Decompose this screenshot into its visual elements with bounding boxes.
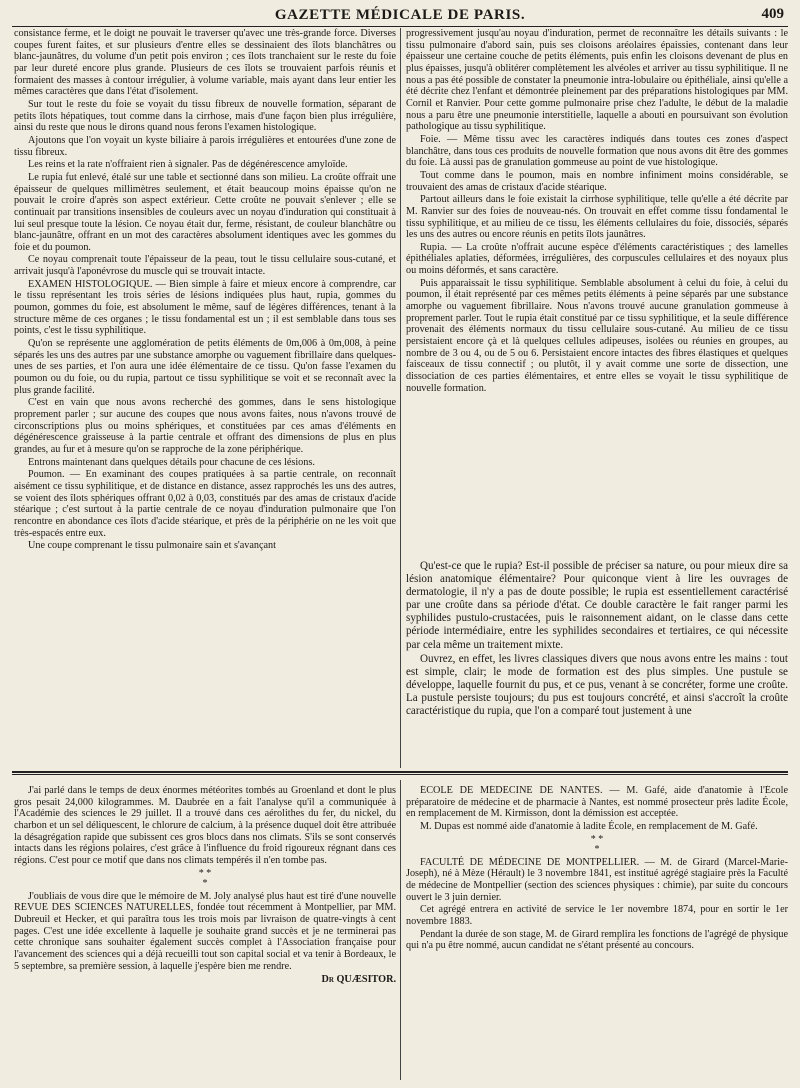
- paragraph: Partout ailleurs dans le foie existait la cirrhose syphilitique, telle qu'elle a été décrite par M. Ranvier sur des foies de nouveau-nés. On trouvait en effet comme tissu fondamental le tissu syphilitique, et au milieu de ce tissu, les éléments cellulaires du foie, dissociés, séparés les uns des autres ou encore réunis en petits îlots jaunâtres.: [406, 194, 788, 241]
- question-block: [406, 560, 788, 770]
- page-number: 409: [761, 6, 784, 22]
- news-column: [406, 785, 788, 1080]
- paragraph: Ouvrez, en effet, les livres classiques divers que nous avons entre les mains : tout est simple, clair; le mode de formation est des plus simples. Une pustule se développe, laquelle fournit du pus, et ce pus, venant à se concréter, forme une croûte. La pustule persiste toujours; du pus est toujours concrété, et ainsi s'accroît la croûte caractéristique du rupia, que l'on a comparé tout justement à une: [406, 652, 788, 718]
- column-divider: [400, 28, 401, 768]
- paragraph: EXAMEN HISTOLOGIQUE. — Bien simple à faire et mieux encore à comprendre, car le tissu représentant les trois séries de lésions indiquées plus haut, rupia, gommes du poumon, gommes du foie, est absolument le même, sauf de légères différences, tenant à la structure même de ces organes ; le tissu fondamental est un ; il est semblable dans tous ses points, c'est le tissu syphilitique.: [14, 278, 396, 337]
- paragraph: FACULTÉ DE MÉDECINE DE MONTPELLIER. — M. de Girard (Marcel-Marie-Joseph), né à Mèze (Hérault) le 3 novembre 1841, est institué agrégé stagiaire près la Faculté de médecine de Montpellier (section des sciences physiques : chimie), par suite du concours ouvert le 3 juin dernier.: [406, 856, 788, 903]
- paragraph: Le rupia fut enlevé, étalé sur une table et sectionné dans son milieu. La croûte offrait une épaisseur de quelques millimètres seulement, et était beaucoup moins épaisse qu'on ne pouvait le croire d'après son aspect extérieur. Cette croûte ne pouvait s'enlever ; elle se continuait par transitions insensibles de couleurs avec un noyau d'induration qui constituait à lui seul presque toute la lésion. Ce noyau était dur, ferme, résistant, de couleur blanchâtre ou blanc-jaunâtre, offrant en un mot des caractères absolument identiques avec les gommes du foie et du poumon.: [14, 171, 396, 253]
- paragraph: Tout comme dans le poumon, mais en nombre infiniment moins considérable, se trouvaient des amas de cristaux d'acide stéarique.: [406, 169, 788, 193]
- asterism: * * *: [590, 833, 604, 855]
- asterism: * * *: [198, 867, 212, 889]
- paragraph: Les reins et la rate n'offraient rien à signaler. Pas de dégénérescence amyloïde.: [28, 159, 348, 171]
- chronicle-column: [14, 785, 396, 1080]
- paragraph: J'oubliais de vous dire que le mémoire de M. Joly analysé plus haut est tiré d'une nouvelle REVUE DES SCIENCES NATURELLES, fondée tout récemment à Montpellier, par MM. Dubreuil et Hecker, et qui paraîtra tous les trois mois par livraison de quatre-vingts à cent pages. C'est une idée excellente à laquelle je souhaite grand succès et je ne terminerai pas cette chronique sans souhaiter également succès complet à l'Association française pour l'avancement des sciences qui a déjà recueilli tout son capital social et va tenir à Bordeaux, le 5 septembre, sa première session, à laquelle j'espère bien me rendre.: [14, 890, 396, 972]
- paragraph: C'est en vain que nous avons recherché des gommes, dans le sens histologique proprement parler ; sur aucune des coupes que nous avons faites, nous n'avons trouvé de circonscriptions plus ou moins sphériques, et constituées par ces amas d'éléments en dégénérescence graisseuse à la partie centrale et offrant des dimensions de plus en plus grandes, au fur et à mesure qu'on se rapproche de la zone périphérique.: [14, 397, 396, 455]
- paragraph: consistance ferme, et le doigt ne pouvait le traverser qu'avec une très-grande force. Diverses coupes furent faites, et sur plusieurs d'entre elles se dessinaient des îlots blanchâtres ou blanc-jaunâtres, du volume d'un petit pois environ ; ces îlots tranchaient sur le reste du foie par leur dureté encore plus grande. Plusieurs de ces îlots se trouvaient parfois réunis et formaient des masses à contour irrégulier, à volume variable, mais ayant dans leur entier les mêmes caractères que dans l'état d'isolement.: [14, 28, 396, 98]
- paragraph: Puis apparaissait le tissu syphilitique. Semblable absolument à celui du foie, à celui du poumon, il était représenté par ces mêmes petits éléments à peine séparés par une substance amorphe ou vaguement fibrillaire. Nous n'avons trouvé aucune granulation gommeuse à proprement parler. Tout le rupia était constitué par ce tissu syphilitique, et la seule différence provenait des éléments normaux du tissu cellulaire sous-cutané. Au milieu de ce tissu persistaient encore çà et là quelques cellules adipeuses, isolées ou réunies en groupes, au nombre de 3 ou 4, ou de 5 ou 6. Persistaient encore intactes des fibres élastiques et quelques faisceaux de tissu connectif ; ou plutôt, il y avait comme une sorte de dissection, une dissociation de ces parties élémentaires, et entre elles se voyait le tissu syphilitique de nouvelle formation.: [406, 277, 788, 394]
- upper-right-column: [406, 28, 788, 556]
- section-rule: [12, 771, 788, 773]
- paragraph: Une coupe comprenant le tissu pulmonaire sain et s'avançant: [28, 540, 276, 552]
- paragraph: Ajoutons que l'on voyait un kyste biliaire à parois irrégulières et entourées d'une zone de tissu fibreux.: [14, 134, 396, 158]
- paragraph: M. Dupas est nommé aide d'anatomie à ladite École, en remplacement de M. Gafé.: [420, 820, 758, 832]
- paragraph: Entrons maintenant dans quelques détails pour chacune de ces lésions.: [28, 456, 315, 468]
- paragraph: Rupia. — La croûte n'offrait aucune espèce d'éléments caractéristiques ; des lamelles épithéliales aplaties, déformées, irrégulières, des corpuscules cellulaires et des noyaux plus ou moins déformés, et sans caractère.: [406, 241, 788, 277]
- paragraph: Qu'est-ce que le rupia? Est-il possible de préciser sa nature, ou pour mieux dire sa lésion anatomique élémentaire? Pour quiconque vient à lire les ouvrages de dermatologie, il n'y a pas de doute possible; le rupia est essentiellement caractérisé par une croûte dans sa période d'état. Ce double caractère le fait ranger parmi les syphilides pustulo-crustacées, puis le raisonnement aidant, on le classe dans cette période intermédiaire, entre les syphilides secondaires et tertiaires, ce qui nécessite par cela même un traitement mixte.: [406, 560, 788, 651]
- paragraph: Pendant la durée de son stage, M. de Girard remplira les fonctions de l'agrégé de physique qui n'a pu être nommé, aucun candidat ne s'étant présenté au concours.: [406, 928, 788, 952]
- paragraph: Poumon. — En examinant des coupes pratiquées à sa partie centrale, on reconnaît aisément ce tissu syphilitique, et de distance en distance, assez rapprochés les uns des autres, se voient des îlots sphériques offrant 0,02 à 0,03, constitués par des amas de cristaux d'acide stéarique ; c'est surtout à la partie centrale de ce noyau d'induration pulmonaire que l'on rencontre en abondance ces îlots d'acide stéarique, et près de la périphérie on ne les voit que très-espacés entre eux.: [14, 469, 396, 539]
- paragraph: J'ai parlé dans le temps de deux énormes météorites tombés au Groenland et dont le plus gros pesait 24,000 kilogrammes. M. Daubrée en a fait l'analyse qu'il a communiquée à l'Académie des sciences le 29 juillet. Il a trouvé dans ces aérolithes du fer, du nickel, du charbon et un sel déliquescent, le chlorure de calcium, à la présence duquel doit être attribuée la désagrégation rapide que subissent ces gros blocs dans nos climats. S'ils se sont conservés intacts dans les régions polaires, c'est grâce à l'influence du froid rigoureux régnant dans ces régions. C'est pour ce motif que dans nos climats tempérés il n'en tombe pas.: [14, 785, 396, 866]
- paragraph: Foie. — Même tissu avec les caractères indiqués dans toutes ces zones d'aspect blanchâtre, dans tous ces produits de nouvelle formation que nous avons dit être des gommes du foie. Là aussi pas de granulation gommeuse au point de vue histologique.: [406, 133, 788, 169]
- column-divider-lower: [400, 780, 401, 1080]
- paragraph: Qu'on se représente une agglomération de petits éléments de 0m,006 à 0m,008, à peine séparés les uns des autres par une substance amorphe ou vaguement fibrillaire dans quelques-unes de ses parties, et l'on aura une idée élémentaire de ce tissu. Qu'on fasse l'examen du poumon ou du foie, ou du rupia, partout ce tissu syphilitique se voit et se reconnaît avec la plus grande facilité.: [14, 338, 396, 396]
- signature: Dr QUÆSITOR.: [321, 974, 396, 986]
- journal-title: GAZETTE MÉDICALE DE PARIS.: [274, 7, 526, 23]
- paragraph: Sur tout le reste du foie se voyait du tissu fibreux de nouvelle formation, séparant de petits îlots hépatiques, tout comme dans la cirrhose, mais d'une façon bien plus irrégulière, ainsi du reste que nous le dirons quand nous ferons l'examen histologique.: [14, 98, 396, 134]
- paragraph: Cet agrégé entrera en activité de service le 1er novembre 1874, pour en sortir le 1er novembre 1883.: [406, 904, 788, 927]
- section-rule-thin: [12, 774, 788, 775]
- paragraph: ÉCOLE DE MÉDECINE DE NANTES. — M. Gafé, aide d'anatomie à l'École préparatoire de médecine et de pharmacie à Nantes, est nommé prosecteur près ladite École, en remplacement de M. Kirmisson, dont la démission est acceptée.: [406, 785, 788, 820]
- paragraph: progressivement jusqu'au noyau d'induration, permet de reconnaître les détails suivants : le tissu pulmonaire d'abord sain, puis ses cloisons aréolaires épaissies, contenant dans leur épaisseur une certaine couche de petits éléments, puis enfin les cloisons devenant de plus en plus épaisses, jusqu'à oblitérer complètement les alvéoles et arriver au tissu syphilitique. Il ne nous a pas été possible de constater la pneumonie intra-lobulaire ou épithéliale, ainsi qu'elle a été décrite chez l'enfant et démontrée pleinement par des préparations histologiques par MM. Cornil et Ranvier. Pour cette gomme pulmonaire prise chez l'adulte, le début de la maladie nous a paru être une pneumonie interstitielle, laquelle a abouti en poursuivant son évolution pathologique au tissu syphilitique.: [406, 28, 788, 133]
- upper-left-column: [14, 28, 396, 763]
- paragraph: Ce noyau comprenait toute l'épaisseur de la peau, tout le tissu cellulaire sous-cutané, et arrivait jusqu'à l'aponévrose du muscle qui se trouvait intacte.: [14, 254, 396, 278]
- page-header: [12, 6, 788, 27]
